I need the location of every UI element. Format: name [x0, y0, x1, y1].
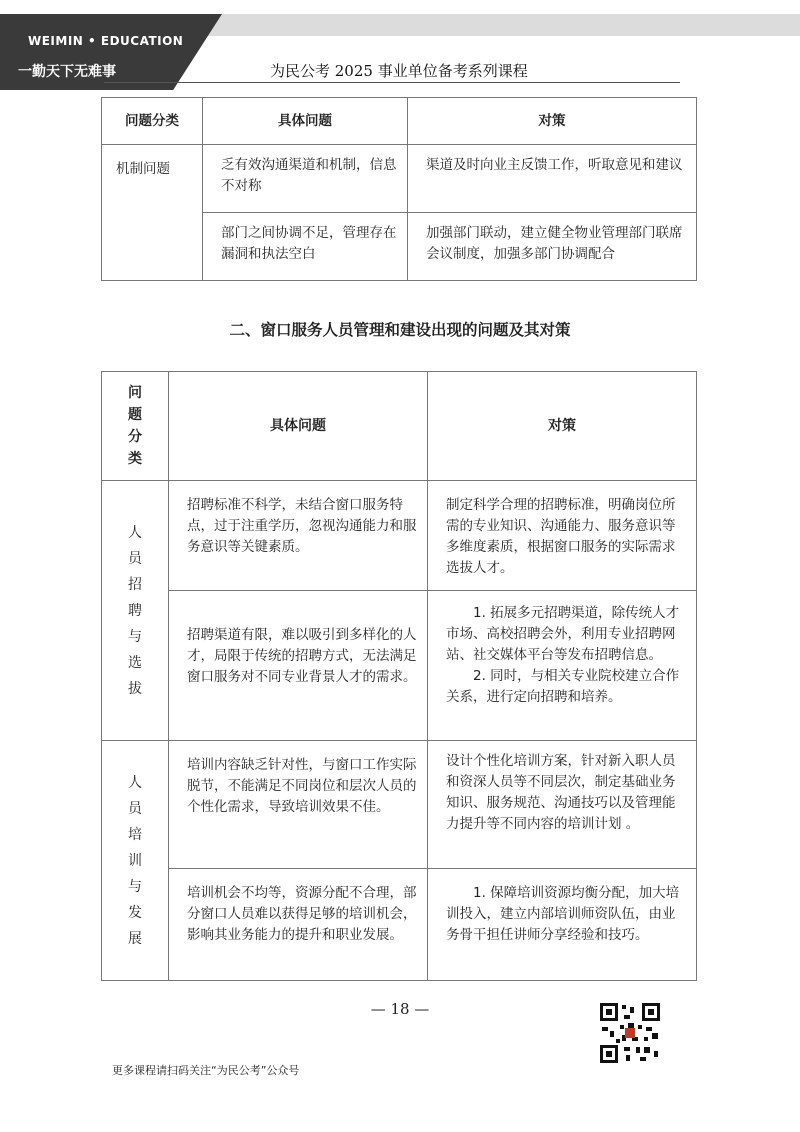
solution-point-2: 2. 同时，与相关专业院校建立合作关系，进行定向招聘和培养。 [446, 668, 680, 705]
solution-cell: 设计个性化培训方案，针对新入职人员和资深人员等不同层次，制定基础业务知识、服务规范、沟通技巧以及管理能力提升等不同内容的培训计划 。 [428, 741, 697, 869]
problem-cell: 招聘标准不科学，未结合窗口服务特点，过于注重学历，忽视沟通能力和服务意识等关键素质。 [169, 481, 428, 591]
header-category [102, 372, 169, 481]
problem-cell: 培训机会不均等，资源分配不合理，部分窗口人员难以获得足够的培训机会，影响其业务能力的提升和职业发展。 [169, 869, 428, 981]
table-row [102, 741, 697, 869]
problem-cell: 培训内容缺乏针对性，与窗口工作实际脱节，不能满足不同岗位和层次人员的个性化需求，导致培训效果不佳。 [169, 741, 428, 869]
header-gray-band [196, 14, 800, 36]
table-header-row [102, 98, 697, 145]
header-divider [104, 82, 680, 83]
brand-slogan: 一勤天下无难事 [18, 64, 116, 80]
window-staff-problems-table [101, 371, 697, 981]
header-solution: 对策 [428, 372, 697, 481]
solution-cell: 1. 保障培训资源均衡分配，加大培训投入，建立内部培训师资队伍，由业务骨干担任讲师分享经验和技巧。 [428, 869, 697, 981]
solution-cell: 加强部门联动，建立健全物业管理部门联席会议制度，加强多部门协调配合 [408, 213, 697, 281]
category-cell-recruitment [102, 481, 169, 741]
header-category: 问题分类 [102, 98, 203, 145]
table-row [102, 481, 697, 591]
header-solution: 对策 [408, 98, 697, 145]
header-category-vertical: 问 题 分 类 [128, 385, 142, 467]
brand-english: WEIMIN • EDUCATION [28, 34, 184, 48]
category-cell: 机制问题 [102, 145, 203, 281]
problem-cell: 乏有效沟通渠道和机制，信息不对称 [203, 145, 408, 213]
table-row [102, 591, 697, 741]
page-number: — 18 — [370, 1000, 430, 1018]
solution-point-1: 1. 拓展多元招聘渠道，除传统人才市场、高校招聘会外，利用专业招聘网站、社交媒体平台等发布招聘信息。 [446, 605, 680, 663]
solution-cell: 渠道及时向业主反馈工作，听取意见和建议 [408, 145, 697, 213]
course-title: 为民公考 2025 事业单位备考系列课程 [270, 62, 528, 80]
header-problem: 具体问题 [203, 98, 408, 145]
table-header-row [102, 372, 697, 481]
problem-cell: 部门之间协调不足，管理存在漏洞和执法空白 [203, 213, 408, 281]
qr-code-icon [600, 1003, 660, 1063]
table-row [102, 869, 697, 981]
problem-cell: 招聘渠道有限，难以吸引到多样化的人才，局限于传统的招聘方式，无法满足窗口服务对不同专业背景人才的需求。 [169, 591, 428, 741]
category-recruitment-text: 人 员 招 聘 与 选 拔 [128, 524, 142, 697]
solution-cell [428, 591, 697, 741]
page-header [0, 0, 800, 90]
category-training-text: 人 员 培 训 与 发 展 [128, 774, 142, 947]
table-row [102, 145, 697, 213]
header-problem: 具体问题 [169, 372, 428, 481]
section-title: 二、窗口服务人员管理和建设出现的问题及其对策 [229, 321, 571, 339]
mechanism-problems-table [101, 97, 697, 281]
category-cell-training [102, 741, 169, 981]
footer-note: 更多课程请扫码关注“为民公考”公众号 [112, 1064, 300, 1077]
solution-cell: 制定科学合理的招聘标准，明确岗位所需的专业知识、沟通能力、服务意识等多维度素质，根据窗口服务的实际需求选拔人才。 [428, 481, 697, 591]
